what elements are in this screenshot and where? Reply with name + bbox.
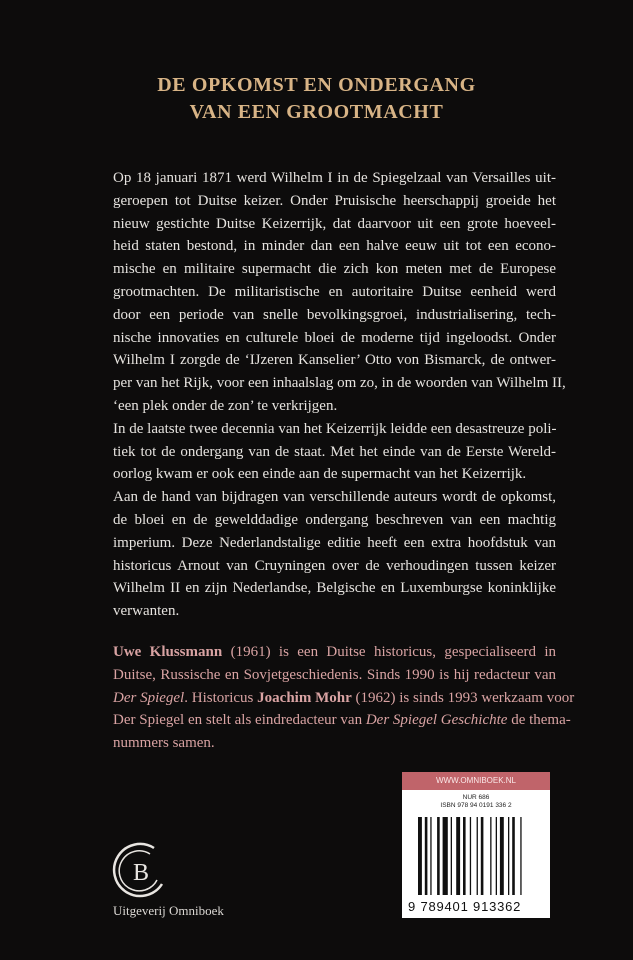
blurb-line: imperium. Deze Nederlandstalige editie heeft een extra hoofdstuk van [113,534,556,551]
bio-text: . Historicus [184,689,258,706]
blurb-line: Wilhelm I zorgde de ‘IJzeren Kanselier’ Otto von Bismarck, de ontwer- [113,352,556,369]
barcode-bar [477,817,478,895]
blurb-line: In de laatste twee decennia van het Keizerrijk leidde een desastreuze poli- [113,420,557,437]
barcode-bar [512,817,515,895]
blurb-line: heid staten bestond, in minder dan een halve eeuw uit tot een econo- [113,238,556,255]
blurb-text [113,167,566,623]
publication-title: Der Spiegel Geschichte [365,712,508,729]
author-bio-line [113,641,556,664]
blurb-line: de bloei en de gewelddadige ondergang beschreven van een machtig [113,511,556,528]
cover-title-line-2: VAN EEN GROOTMACHT [189,101,444,123]
blurb-line: verwanten. [113,603,180,620]
isbn-barcode-label [402,772,550,918]
author-bio-line [113,664,556,687]
blurb-line: mische en militaire supermacht die zich kon meten met de Europese [113,261,556,278]
blurb-line: oorlog kwam er ook een einde aan de supermacht van het Keizerrijk. [113,466,527,483]
blurb-line: nische innovaties en culturele bloei de moderne tijd ingeloodst. Onder [113,329,556,346]
barcode-bar [451,817,452,895]
publisher-url: WWW.OMNIBOEK.NL [402,772,550,790]
blurb-line: tiek tot de ondergang van de staat. Met het einde van de Eerste Wereld- [113,443,556,460]
barcode-bar [481,817,484,895]
barcode-bar [470,817,471,895]
bio-text: Der Spiegel en stelt als eindredacteur van [113,712,366,729]
blurb-line: historicus Arnout van Cruyningen over de verhoudingen tussen keizer [113,557,556,574]
bio-text: (1961) is een Duitse historicus, gespecialiseerd in [222,644,557,660]
logo-letter: B [132,860,150,886]
bio-text: Duitse, Russische en Sovjetgeschiedenis. Sinds 1990 is hij redacteur van [113,666,556,683]
author-name: Joachim Mohr [257,689,352,706]
publisher-logo-icon [110,840,170,900]
publication-title: Der Spiegel [113,689,185,706]
cover-title-line-1: DE OPKOMST EN ONDERGANG [157,74,476,96]
barcode-digits: 9 789401 913362 [408,899,522,914]
barcode-bar [508,817,509,895]
bio-text: (1962) is sinds 1993 werkzaam voor [351,689,575,706]
barcode-bar [456,817,460,895]
barcode-bar [443,817,448,895]
blurb-line: door een periode van snelle bevolkingsgroei, industrialisering, tech- [113,306,556,323]
author-name: Uwe Klussmann [113,644,223,660]
author-bio [113,641,575,755]
barcode-bar [418,817,422,895]
blurb-line: nieuw gestichte Duitse Keizerrijk, dat daarvoor uit een grote hoeveel- [113,215,556,232]
publisher-name: Uitgeverij Omniboek [113,903,224,918]
blurb-line: per van het Rijk, voor een inhaalslag om zo, in de woorden van Wilhelm II, [113,375,566,392]
bio-text: nummers samen. [113,735,215,752]
barcode-bar [463,817,466,895]
author-bio-line [113,732,556,755]
barcode-bars [418,817,536,895]
blurb-line: Op 18 januari 1871 werd Wilhelm I in de Spiegelzaal van Versailles uit- [113,170,556,186]
nur-code: NUR 686 [462,794,490,801]
barcode-bar [425,817,428,895]
barcode-bar [496,817,497,895]
author-bio-line [113,687,575,710]
barcode-bar [520,817,521,895]
barcode-bar [437,817,440,895]
blurb-line: Aan de hand van bijdragen van verschillende auteurs wordt de opkomst, [113,489,556,506]
barcode-bar [500,817,504,895]
barcode-bar [490,817,491,895]
bio-text: de thema- [507,712,571,729]
blurb-line: ‘een plek onder de zon’ te verkrijgen. [113,397,338,414]
author-bio-line [113,709,571,732]
blurb-line: geroepen tot Duitse keizer. Onder Pruisische heerschappij groeide het [113,192,556,209]
barcode-bar [430,817,431,895]
isbn-number: ISBN 978 94 0191 336 2 [440,802,512,809]
blurb-line: grootmachten. De militaristische en autoritaire Duitse eenheid werd [113,283,556,300]
blurb-line: Wilhelm II en zijn Nederlandse, Belgische en Luxemburgse koninklijke [113,580,556,597]
